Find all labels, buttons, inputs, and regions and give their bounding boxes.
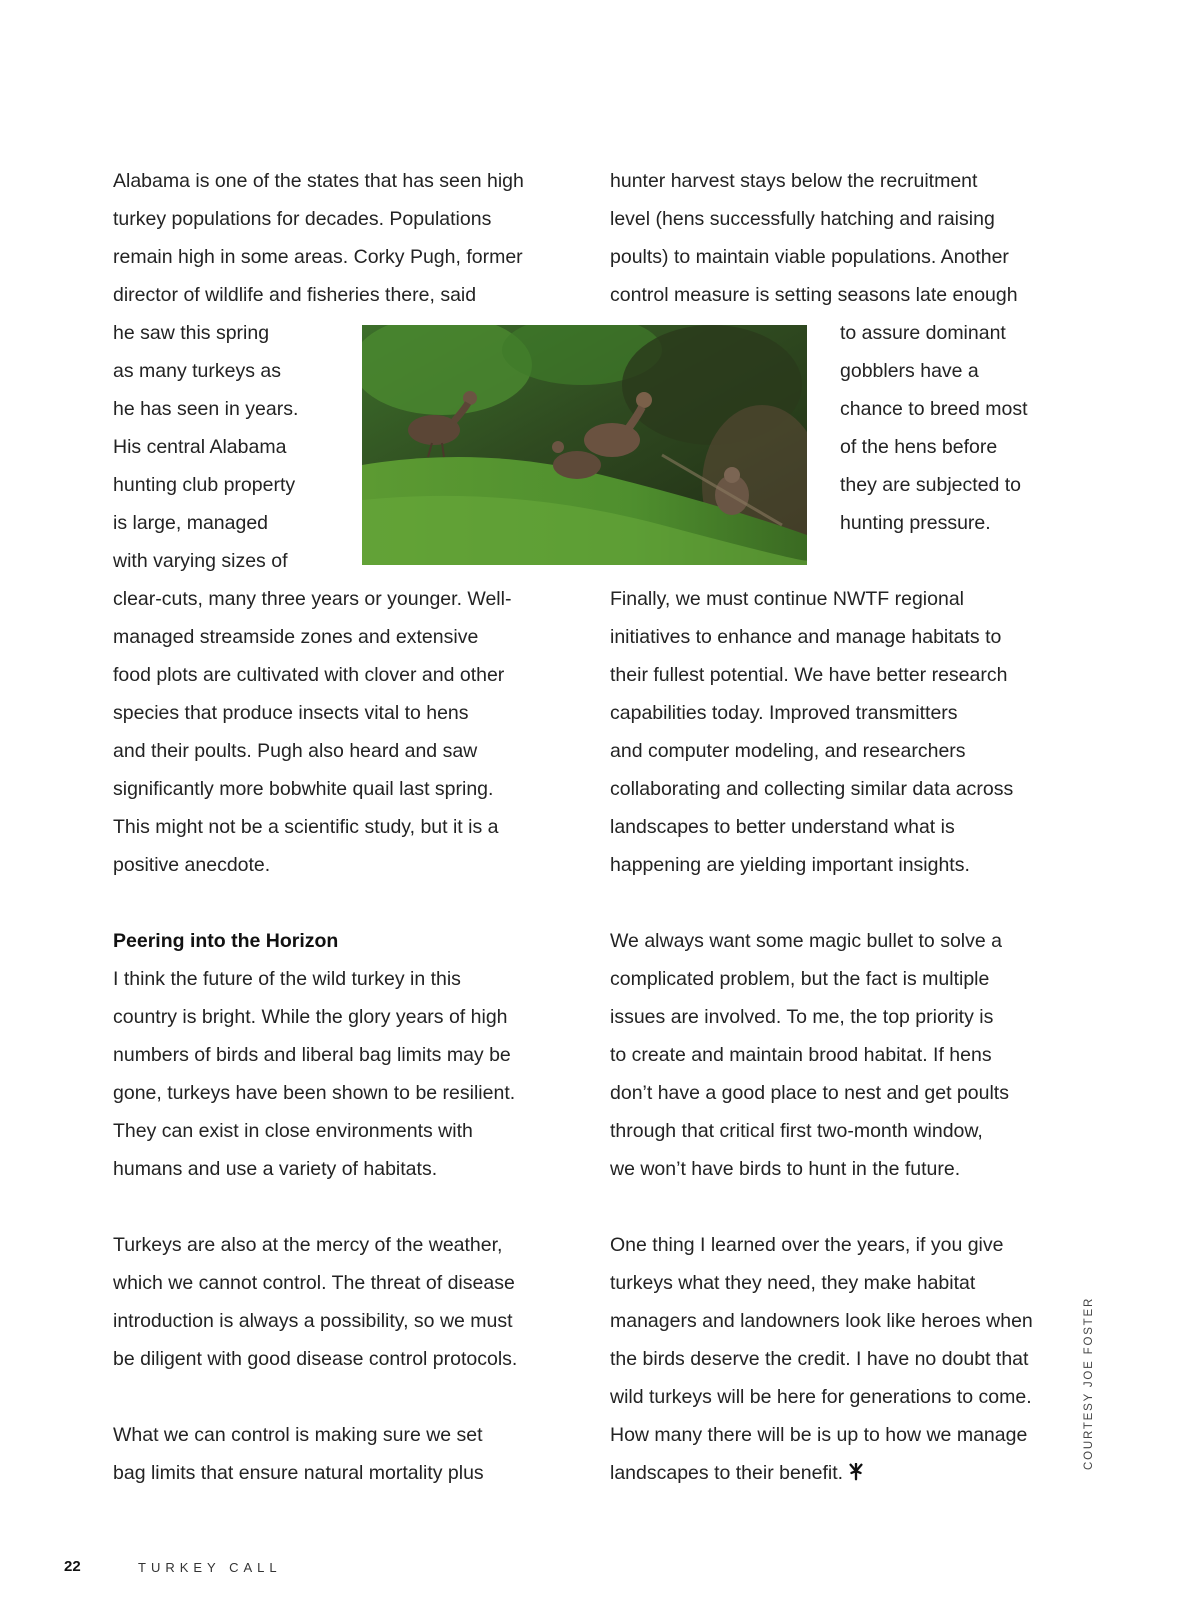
body-line: he saw this spring [113, 322, 270, 344]
body-line: the birds deserve the credit. I have no doubt that [610, 1348, 1029, 1370]
page-number: 22 [64, 1558, 81, 1575]
body-line: director of wildlife and fisheries there, said [113, 284, 477, 306]
body-line-text: landscapes to their benefit. [610, 1462, 844, 1484]
body-line: What we can control is making sure we set [113, 1424, 483, 1446]
nwtf-turkey-track-icon [847, 1463, 865, 1481]
body-line: level (hens successfully hatching and raising [610, 208, 995, 230]
body-line: This might not be a scientific study, but it is a [113, 816, 499, 838]
body-line: turkeys what they need, they make habitat [610, 1272, 976, 1294]
photo-credit: COURTESY JOE FOSTER [1083, 1296, 1095, 1470]
body-line: managed streamside zones and extensive [113, 626, 479, 648]
body-line: don’t have a good place to nest and get poults [610, 1082, 1009, 1104]
body-line: gobblers have a [840, 360, 979, 382]
body-line: How many there will be is up to how we manage [610, 1424, 1028, 1446]
body-line: of the hens before [840, 436, 998, 458]
body-line: clear-cuts, many three years or younger. Well- [113, 588, 512, 610]
body-line: hunting club property [113, 474, 296, 496]
body-line: hunter harvest stays below the recruitment [610, 170, 978, 192]
body-line: food plots are cultivated with clover and other [113, 664, 505, 686]
body-line: he has seen in years. [113, 398, 299, 420]
body-line: numbers of birds and liberal bag limits may be [113, 1044, 511, 1066]
body-line: bag limits that ensure natural mortality plus [113, 1462, 484, 1484]
body-line: to create and maintain brood habitat. If hens [610, 1044, 992, 1066]
body-line-last [610, 1461, 865, 1485]
body-line: gone, turkeys have been shown to be resilient. [113, 1082, 516, 1104]
body-line: they are subjected to [840, 474, 1022, 496]
body-line: and their poults. Pugh also heard and saw [113, 740, 478, 762]
body-line: country is bright. While the glory years of high [113, 1006, 508, 1028]
body-line: be diligent with good disease control protocols. [113, 1348, 518, 1370]
body-line: with varying sizes of [113, 550, 288, 572]
body-line: complicated problem, but the fact is multiple [610, 968, 990, 990]
photo-turkey-poults [362, 325, 807, 565]
body-line: We always want some magic bullet to solve a [610, 930, 1002, 952]
body-line: collaborating and collecting similar data across [610, 778, 1014, 800]
body-line: positive anecdote. [113, 854, 271, 876]
body-line: One thing I learned over the years, if you give [610, 1234, 1004, 1256]
body-line: hunting pressure. [840, 512, 991, 534]
body-line: remain high in some areas. Corky Pugh, former [113, 246, 523, 268]
body-line: as many turkeys as [113, 360, 281, 382]
body-line: Turkeys are also at the mercy of the weather, [113, 1234, 503, 1256]
body-line: capabilities today. Improved transmitters [610, 702, 958, 724]
body-line: is large, managed [113, 512, 269, 534]
body-line: we won’t have birds to hunt in the future. [610, 1158, 961, 1180]
body-line: They can exist in close environments with [113, 1120, 473, 1142]
magazine-title: TURKEY CALL [138, 1560, 282, 1575]
body-line: initiatives to enhance and manage habitats to [610, 626, 1002, 648]
body-line: chance to breed most [840, 398, 1028, 420]
body-line: to assure dominant [840, 322, 1006, 344]
body-line: and computer modeling, and researchers [610, 740, 966, 762]
body-line: His central Alabama [113, 436, 287, 458]
body-line: control measure is setting seasons late enough [610, 284, 1018, 306]
body-line: their fullest potential. We have better research [610, 664, 1008, 686]
body-line: Alabama is one of the states that has seen high [113, 170, 524, 192]
body-line: humans and use a variety of habitats. [113, 1158, 438, 1180]
body-line: happening are yielding important insights. [610, 854, 970, 876]
body-line: managers and landowners look like heroes when [610, 1310, 1033, 1332]
body-line: through that critical first two-month window, [610, 1120, 983, 1142]
body-line: introduction is always a possibility, so we must [113, 1310, 513, 1332]
body-line: landscapes to better understand what is [610, 816, 955, 838]
section-heading: Peering into the Horizon [113, 930, 339, 952]
body-line: Finally, we must continue NWTF regional [610, 588, 965, 610]
body-line: poults) to maintain viable populations. Another [610, 246, 1009, 268]
body-line: issues are involved. To me, the top priority is [610, 1006, 994, 1028]
body-line: species that produce insects vital to hens [113, 702, 469, 724]
body-line: turkey populations for decades. Populations [113, 208, 492, 230]
body-line: which we cannot control. The threat of disease [113, 1272, 515, 1294]
body-line: wild turkeys will be here for generations to come. [610, 1386, 1032, 1408]
body-line: I think the future of the wild turkey in this [113, 968, 461, 990]
body-line: significantly more bobwhite quail last spring. [113, 778, 494, 800]
photo-illustration [362, 325, 807, 565]
